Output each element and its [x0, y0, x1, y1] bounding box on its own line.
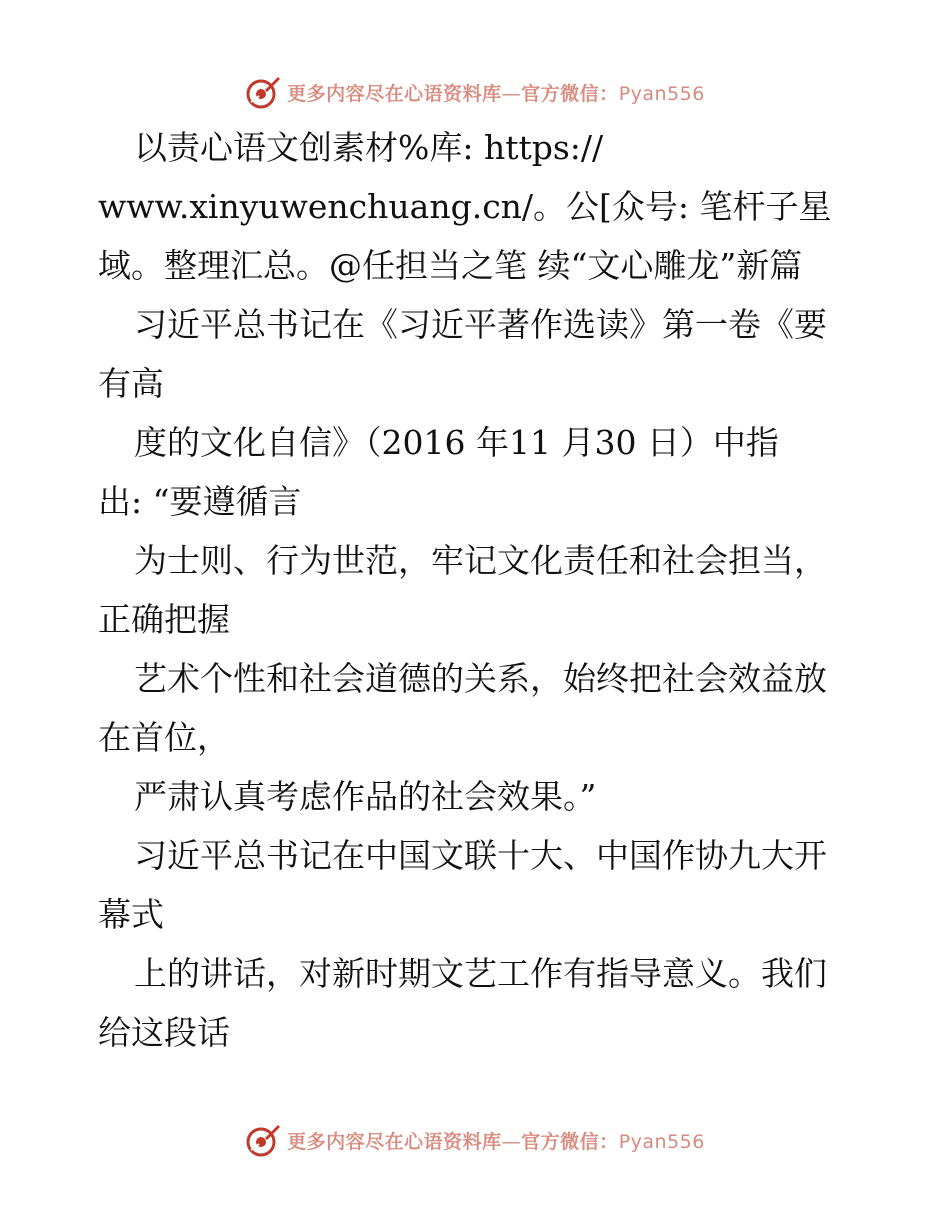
body-line: 幕式 — [98, 895, 164, 934]
header-banner-sep: — — [501, 82, 522, 105]
header-banner-text — [287, 79, 705, 106]
body-line: www.xinyuwenchuang.cn/。公[众号: 笔杆子星 — [98, 187, 832, 226]
body-line: 习近平总书记在中国文联十大、中国作协九大开 — [134, 836, 827, 875]
header-banner — [0, 72, 950, 112]
footer-banner-wechat: 官方微信： — [521, 1130, 619, 1153]
body-line: 上的讲话，对新时期文艺工作有指导意义。我们 — [134, 954, 827, 993]
body-line: 以责心语文创素材%库: https:// — [134, 128, 604, 167]
body-line: 出: “要遵循言 — [98, 482, 302, 521]
footer-banner-id: Pyan556 — [618, 1130, 705, 1153]
footer-banner-sep: — — [501, 1130, 522, 1153]
footer-banner — [0, 1120, 950, 1160]
header-banner-id: Pyan556 — [618, 82, 705, 105]
footer-banner-text — [287, 1127, 705, 1154]
footer-banner-cn: 更多内容尽在心语资料库 — [287, 1130, 502, 1153]
body-line: 在首位， — [98, 718, 230, 757]
body-line: 给这段话 — [98, 1013, 230, 1052]
header-banner-wechat: 官方微信： — [521, 82, 619, 105]
body-line: 域。整理汇总。@任担当之笔 续“文心雕龙”新篇 — [98, 246, 803, 285]
pen-logo-icon — [245, 74, 281, 110]
body-line: 正确把握 — [98, 600, 230, 639]
body-line: 有高 — [98, 364, 164, 403]
body-line: 度的文化自信》（2016 年11 月30 日）中指 — [134, 423, 779, 462]
body-line: 艺术个性和社会道德的关系，始终把社会效益放 — [134, 659, 827, 698]
document-body — [98, 118, 868, 1062]
pen-logo-icon — [245, 1122, 281, 1158]
body-line: 严肃认真考虑作品的社会效果。” — [134, 777, 597, 816]
body-line: 习近平总书记在《习近平著作选读》第一卷《要 — [134, 305, 827, 344]
header-banner-cn: 更多内容尽在心语资料库 — [287, 82, 502, 105]
body-line: 为士则、行为世范，牢记文化责任和社会担当， — [134, 541, 827, 580]
